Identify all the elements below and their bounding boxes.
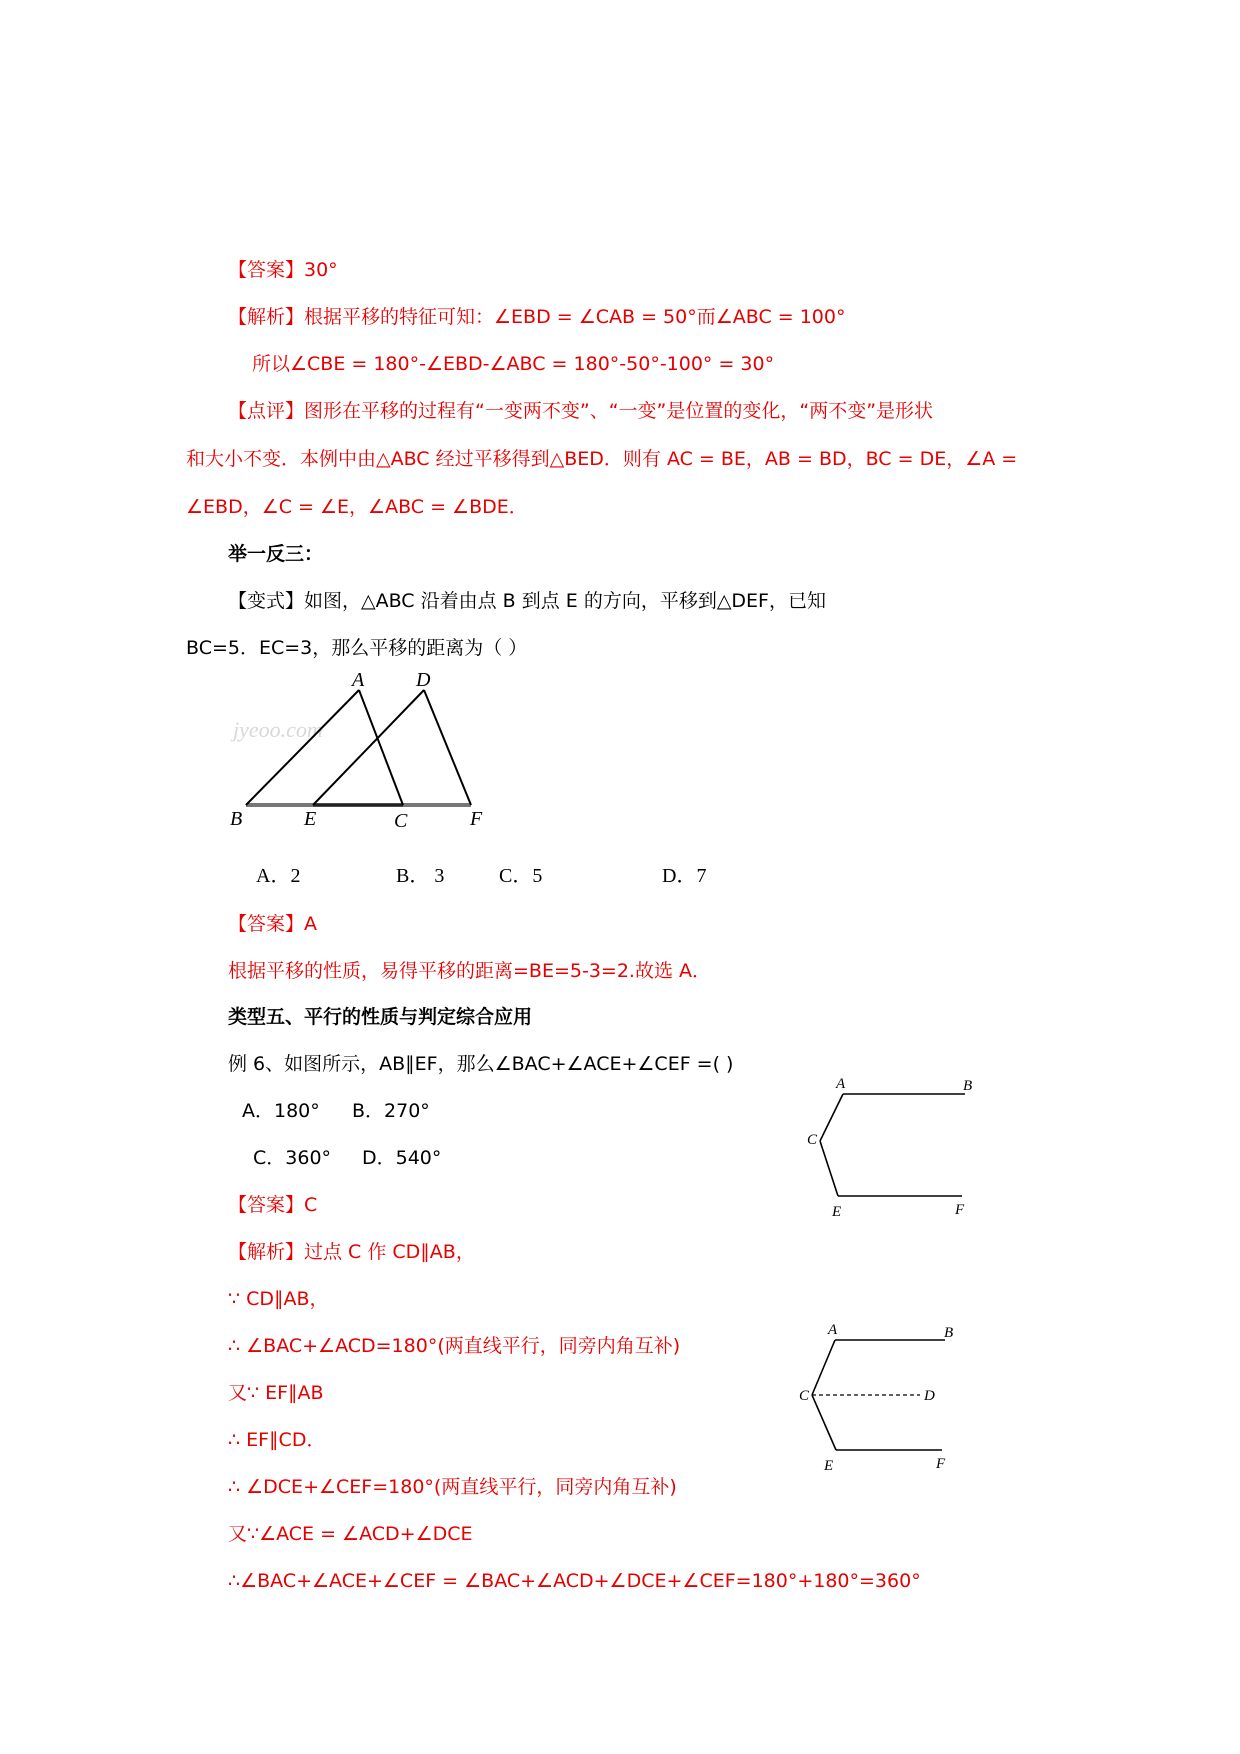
side-ab <box>246 690 359 805</box>
segment-ce <box>820 1141 838 1196</box>
fig2-label-e: E <box>832 1204 842 1220</box>
fig3-label-f: F <box>936 1456 946 1472</box>
figure-watermark: jyeoo.com <box>233 717 323 742</box>
example6-option-c: C．360° <box>253 1147 332 1169</box>
fig3-label-c: C <box>799 1388 810 1404</box>
label-a: A <box>352 669 365 691</box>
example6-option-b: B．270° <box>352 1100 430 1122</box>
side-ed <box>313 690 424 805</box>
variant-option-d: D．7 <box>662 865 707 887</box>
fig2-label-b: B <box>963 1078 973 1094</box>
variant-question-line-2: BC=5．EC=3，那么平移的距离为（ ） <box>186 637 528 659</box>
comment-line-1: 【点评】图形在平移的过程有“一变两不变”、“一变”是位置的变化，“两不变”是形状 <box>228 400 934 422</box>
parallel-lines-auxiliary-figure <box>780 1320 980 1480</box>
fig3-label-a: A <box>828 1322 838 1338</box>
analysis-line-3: 【解析】过点 C 作 CD∥AB， <box>228 1241 475 1263</box>
answer-line-2: 【答案】A <box>228 913 317 935</box>
example6-option-a: A．180° <box>242 1100 320 1122</box>
label-f: F <box>470 808 483 830</box>
side-ac <box>359 690 403 805</box>
section-title-type5: 类型五、平行的性质与判定综合应用 <box>228 1006 533 1028</box>
comment-line-2: 和大小不变．本例中由△ABC 经过平移得到△BED．则有 AC = BE，AB = BD，BC = DE，∠A = <box>186 448 1018 470</box>
fig2-label-c: C <box>807 1132 818 1148</box>
answer-line-1: 【答案】30° <box>228 259 338 281</box>
example6-question: 例 6、如图所示，AB∥EF，那么∠BAC+∠ACE+∠CEF =( ) <box>228 1053 734 1075</box>
label-b: B <box>230 808 243 830</box>
variant-question-line-1: 【变式】如图，△ABC 沿着由点 B 到点 E 的方向，平移到△DEF，已知 <box>228 590 826 612</box>
proof-step-6: 又∵∠ACE = ∠ACD+∠DCE <box>228 1523 473 1545</box>
explanation-line-2: 根据平移的性质，易得平移的距离=BE=5-3=2.故选 A． <box>228 960 711 982</box>
label-c: C <box>394 810 408 832</box>
segment-ac <box>820 1094 843 1141</box>
proof-step-2: ∴ ∠BAC+∠ACD=180°(两直线平行，同旁内角互补) <box>228 1335 681 1357</box>
proof-step-3: 又∵ EF∥AB <box>228 1382 324 1404</box>
example6-option-d: D．540° <box>362 1147 442 1169</box>
translation-triangles-figure <box>228 669 498 832</box>
fig3-label-e: E <box>824 1458 834 1474</box>
proof-step-4: ∴ EF∥CD． <box>228 1429 326 1451</box>
fig2-label-a: A <box>836 1076 846 1092</box>
fig3-segment-ce <box>812 1395 836 1450</box>
answer-line-3: 【答案】C <box>228 1194 318 1216</box>
proof-step-5: ∴ ∠DCE+∠CEF=180°(两直线平行，同旁内角互补) <box>228 1476 677 1498</box>
variant-option-a: A．2 <box>256 865 301 887</box>
fig3-label-d: D <box>924 1388 935 1404</box>
label-e: E <box>304 808 317 830</box>
comment-line-3: ∠EBD，∠C = ∠E，∠ABC = ∠BDE． <box>186 496 528 518</box>
fig3-label-b: B <box>944 1325 954 1341</box>
proof-step-1: ∵ CD∥AB， <box>228 1288 329 1310</box>
analysis-line-1b: 所以∠CBE = 180°-∠EBD-∠ABC = 180°-50°-100° = 30° <box>252 353 775 375</box>
fig2-label-f: F <box>955 1202 965 1218</box>
analysis-line-1: 【解析】根据平移的特征可知：∠EBD = ∠CAB = 50°而∠ABC = 100° <box>228 306 846 328</box>
fig3-segment-ac <box>812 1340 835 1395</box>
variant-option-b: B． 3 <box>396 865 445 887</box>
side-df <box>424 690 471 805</box>
parallel-lines-figure <box>800 1076 990 1236</box>
proof-step-7: ∴∠BAC+∠ACE+∠CEF = ∠BAC+∠ACD+∠DCE+∠CEF=180°+180°=360° <box>228 1570 921 1592</box>
label-d: D <box>416 669 431 691</box>
section-title-juyi: 举一反三： <box>228 543 324 565</box>
variant-option-c: C．5 <box>499 865 543 887</box>
